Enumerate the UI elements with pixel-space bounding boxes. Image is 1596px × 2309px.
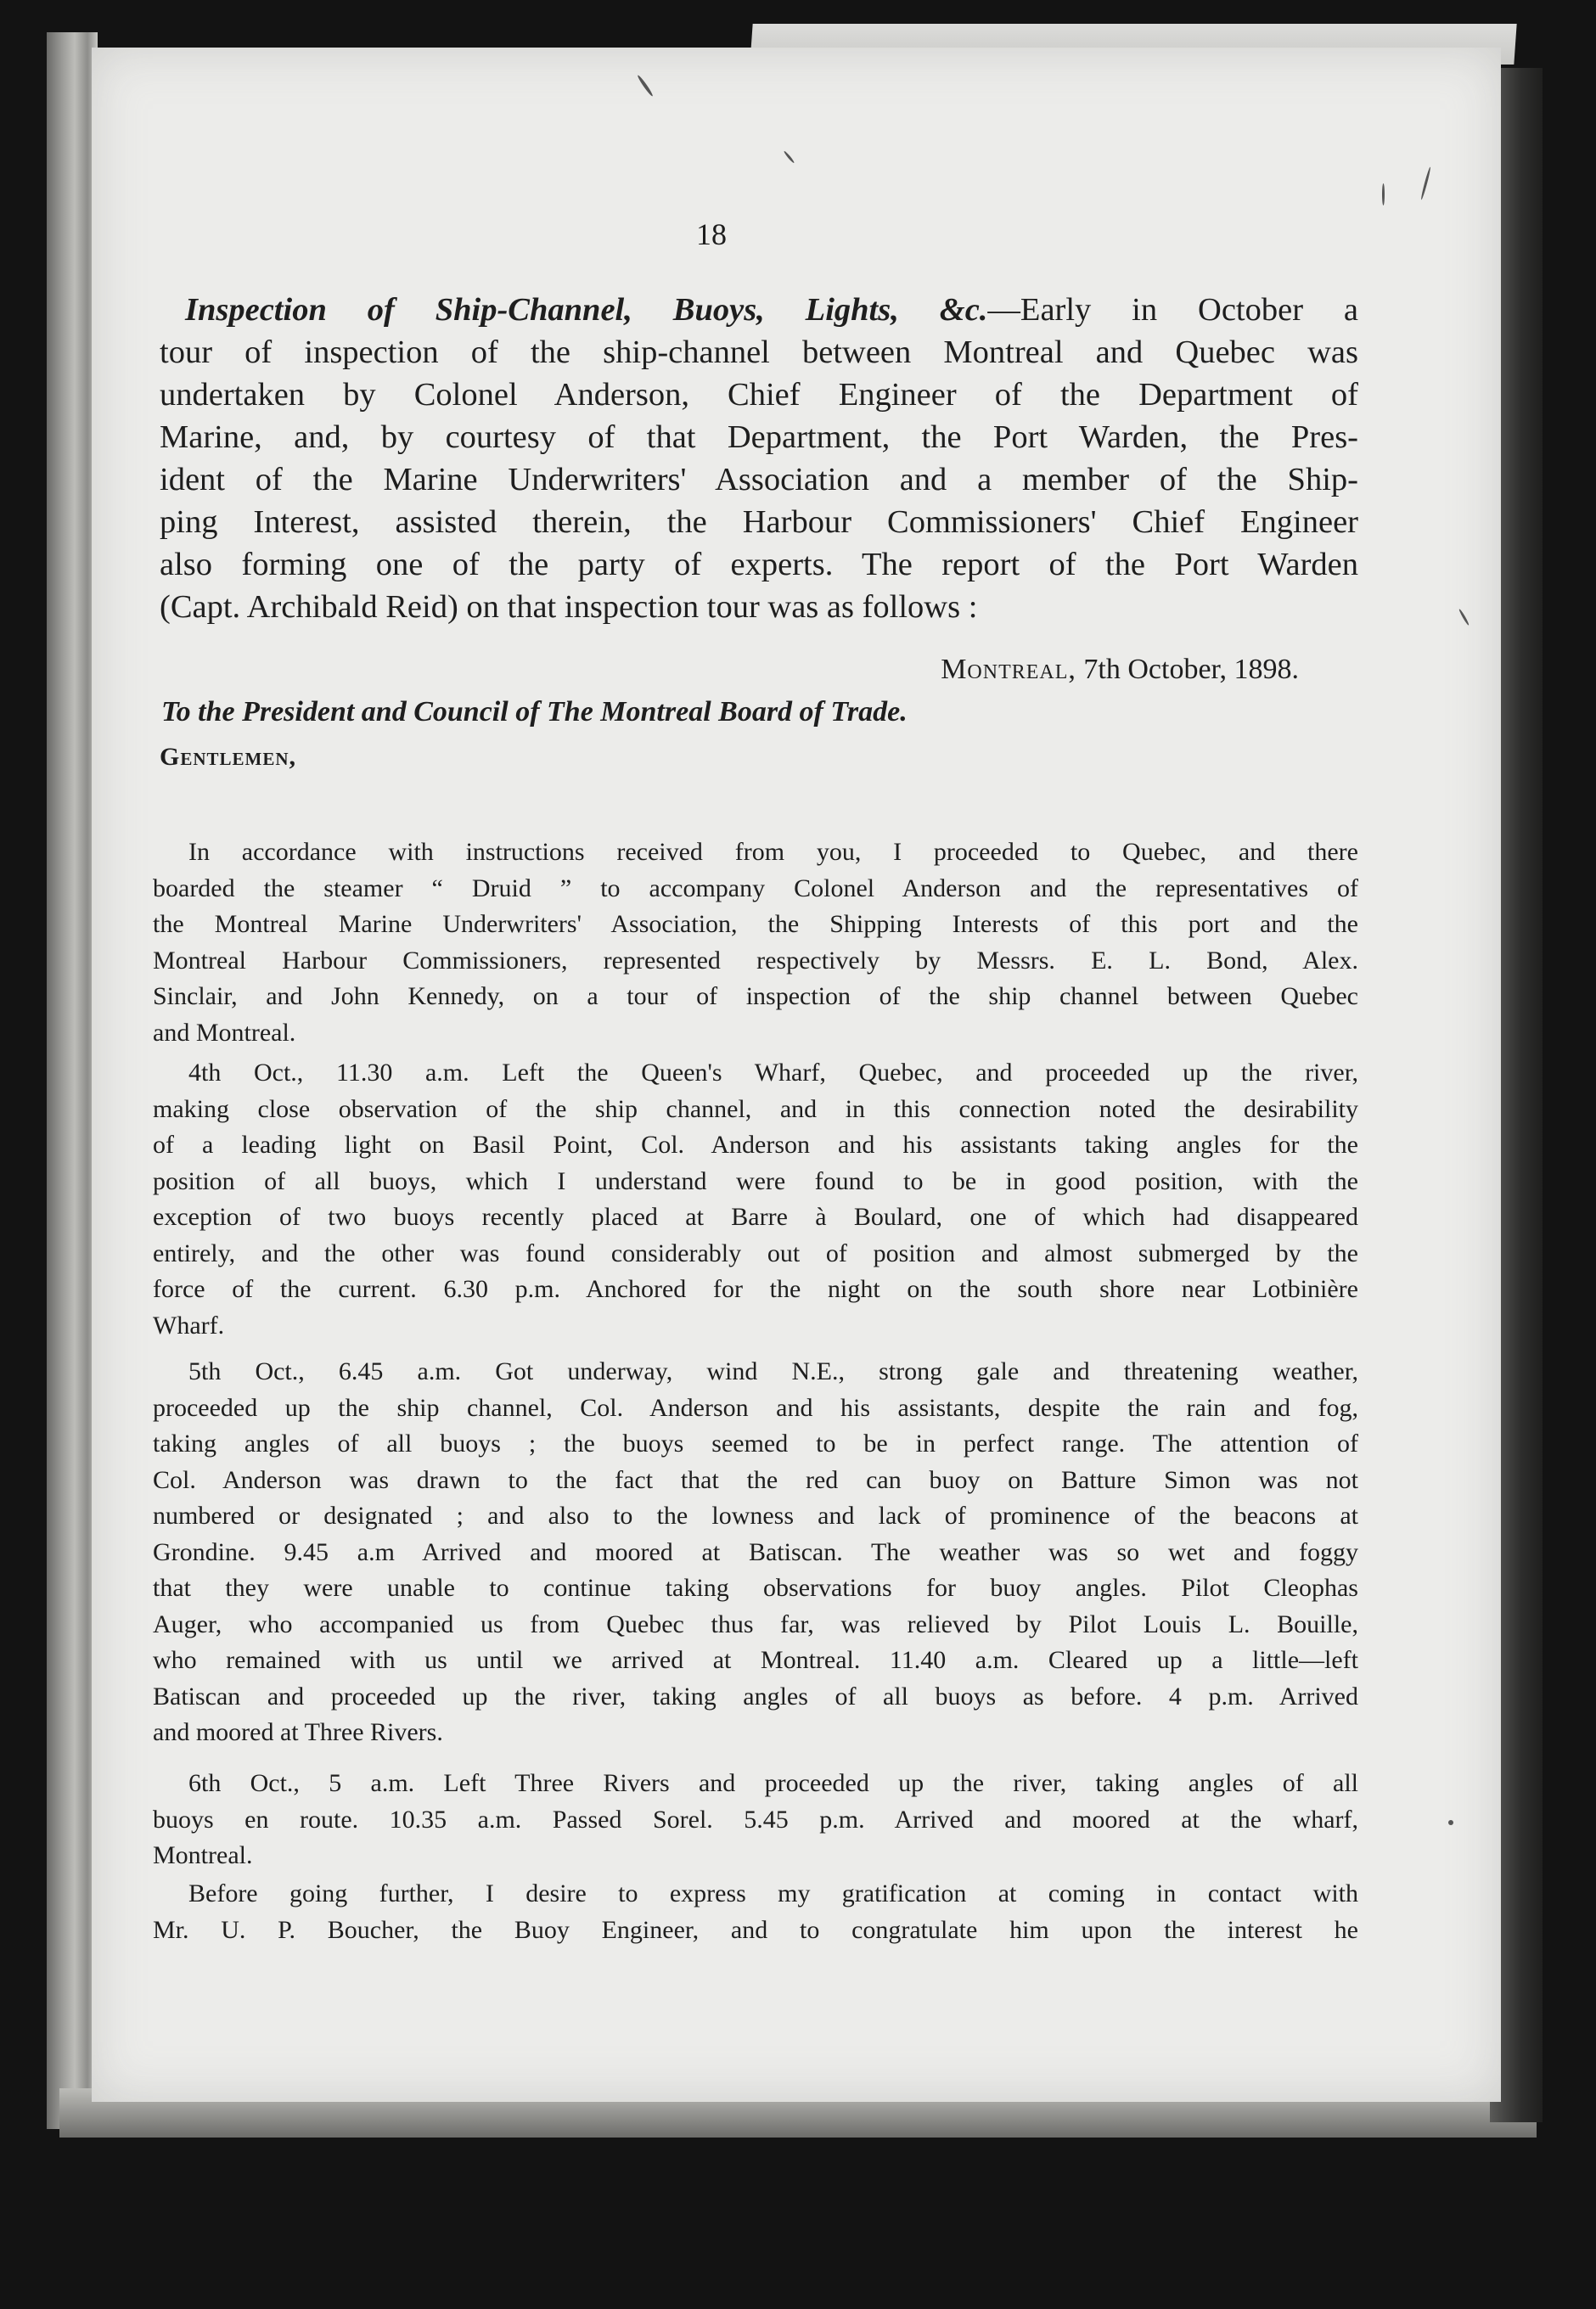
letter-salutation: Gentlemen, [160, 743, 297, 771]
letter-paragraph-3 [153, 1354, 1358, 1751]
body-line: Batiscan and proceeded up the river, taking angles of all buoys as before. 4 p.m. Arrived [153, 1682, 1358, 1711]
body-line: Sinclair, and John Kennedy, on a tour of inspection of the ship channel between Quebec [153, 982, 1358, 1010]
body-line: numbered or designated ; and also to the lowness and lack of prominence of the beacons at [153, 1502, 1358, 1530]
body-line: and moored at Three Rivers. [153, 1718, 443, 1746]
intro-line: ping Interest, assisted therein, the Harbour Commissioners' Chief Engineer [160, 504, 1358, 540]
intro-line: also forming one of the party of experts. The report of the Port Warden [160, 547, 1358, 582]
body-line: Mr. U. P. Boucher, the Buoy Engineer, and to congratulate him upon the interest he [153, 1915, 1358, 1944]
body-line: and Montreal. [153, 1018, 296, 1047]
body-line: Grondine. 9.45 a.m Arrived and moored at Batiscan. The weather was so wet and foggy [153, 1537, 1358, 1566]
letter-dateline [790, 654, 1299, 686]
body-line: position of all buoys, which I understand were found to be in good position, with the [153, 1166, 1358, 1195]
body-line: Montreal Harbour Commissioners, represented respectively by Messrs. E. L. Bond, Alex. [153, 946, 1358, 975]
body-line: Wharf. [153, 1311, 225, 1340]
intro-line: ident of the Marine Underwriters' Association and a member of the Ship- [160, 462, 1358, 497]
page-number: 18 [696, 217, 727, 251]
letter-place: Montreal, [941, 654, 1076, 685]
body-line: taking angles of all buoys ; the buoys seemed to be in perfect range. The attention of [153, 1430, 1358, 1458]
section-title: Inspection of Ship-Channel, Buoys, Lights, &c. [185, 292, 988, 328]
intro-line: undertaken by Colonel Anderson, Chief Engineer of the Department of [160, 377, 1358, 413]
letter-paragraph-4 [153, 1766, 1358, 1874]
letter-paragraph-2 [153, 1055, 1358, 1344]
letter-paragraph-5 [153, 1876, 1358, 1948]
intro-line: Inspection of Ship-Channel, Buoys, Lights, &c.—Early in October a [185, 292, 1358, 328]
intro-line: Marine, and, by courtesy of that Department, the Port Warden, the Pres- [160, 419, 1358, 455]
body-line: force of the current. 6.30 p.m. Anchored for the night on the south shore near Lotbinière [153, 1275, 1358, 1303]
body-line: buoys en route. 10.35 a.m. Passed Sorel. 5.45 p.m. Arrived and moored at the wharf, [153, 1805, 1358, 1834]
body-line: that they were unable to continue taking observations for buoy angles. Pilot Cleophas [153, 1574, 1358, 1602]
body-line: 5th Oct., 6.45 a.m. Got underway, wind N.E., strong gale and threatening weather, [188, 1357, 1358, 1385]
body-line: proceeded up the ship channel, Col. Anderson and his assistants, despite the rain and fog, [153, 1393, 1358, 1422]
body-line: Montreal. [153, 1841, 253, 1869]
letter-addressee: To the President and Council of The Montreal Board of Trade. [161, 696, 908, 728]
body-line: who remained with us until we arrived at Montreal. 11.40 a.m. Cleared up a little—left [153, 1646, 1358, 1674]
letter-paragraph-1 [153, 834, 1358, 1051]
intro-line: (Capt. Archibald Reid) on that inspection tour was as follows : [160, 589, 978, 625]
body-line: 6th Oct., 5 a.m. Left Three Rivers and proceeded up the river, taking angles of all [188, 1769, 1358, 1797]
intro-line: tour of inspection of the ship-channel between Montreal and Quebec was [160, 334, 1358, 370]
body-line: boarded the steamer “ Druid ” to accompany Colonel Anderson and the representatives of [153, 874, 1358, 902]
body-line: 4th Oct., 11.30 a.m. Left the Queen's Wharf, Quebec, and proceeded up the river, [188, 1059, 1358, 1087]
body-line: Col. Anderson was drawn to the fact that the red can buoy on Batture Simon was not [153, 1465, 1358, 1494]
body-line: Before going further, I desire to express my gratification at coming in contact with [188, 1879, 1358, 1907]
body-line: exception of two buoys recently placed at Barre à Boulard, one of which had disappeared [153, 1203, 1358, 1231]
body-line: making close observation of the ship channel, and in this connection noted the desirability [153, 1094, 1358, 1123]
page-edge-left [47, 32, 98, 2129]
intro-paragraph [160, 289, 1358, 628]
letter-date: 7th October, 1898. [1083, 654, 1299, 685]
body-line: entirely, and the other was found considerably out of position and almost submerged by the [153, 1239, 1358, 1267]
body-line: Auger, who accompanied us from Quebec thus far, was relieved by Pilot Louis L. Bouille, [153, 1610, 1358, 1638]
body-line: of a leading light on Basil Point, Col. Anderson and his assistants taking angles for the [153, 1131, 1358, 1159]
body-line: In accordance with instructions received from you, I proceeded to Quebec, and there [188, 838, 1358, 866]
body-line: the Montreal Marine Underwriters' Association, the Shipping Interests of this port and the [153, 910, 1358, 938]
